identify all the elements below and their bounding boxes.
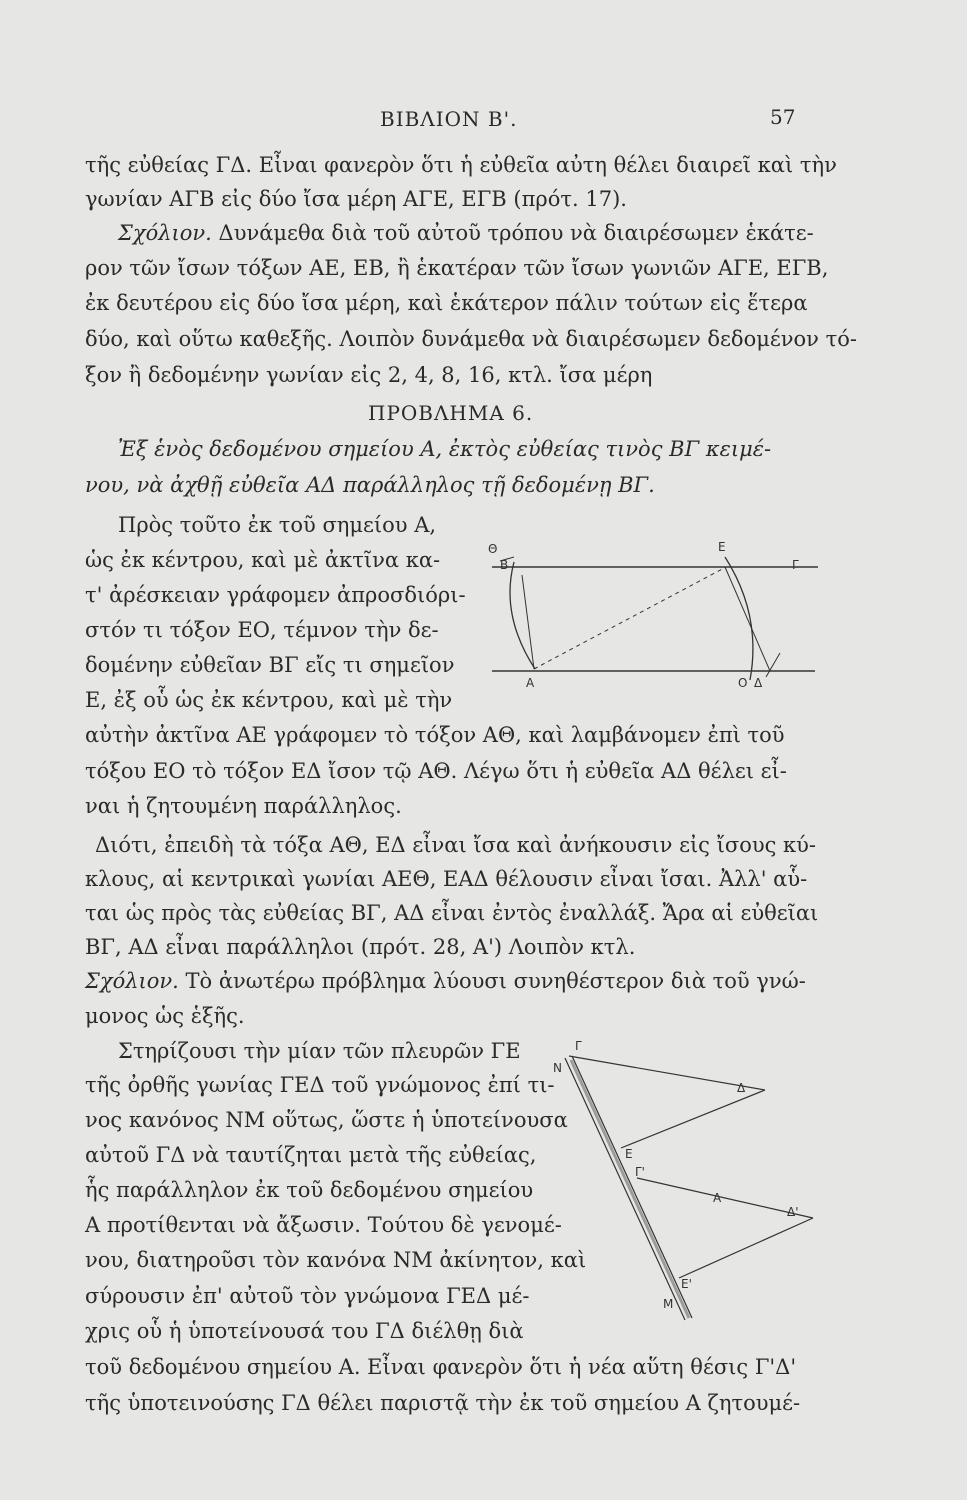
label-g: Γ	[575, 1039, 582, 1053]
label-b: Β	[500, 558, 509, 572]
text-line: ἐκ δευτέρου εἰς δύο ἴσα μέρη, καὶ ἑκάτερον πάλιν τούτων εἰς ἕτερα	[85, 291, 808, 315]
text-line: Πρὸς τοῦτο ἐκ τοῦ σημείου Α,	[118, 513, 437, 537]
text-line: ὡς ἐκ κέντρου, καὶ μὲ ἀκτῖνα κα-	[85, 548, 441, 572]
text-line: ται ὡς πρὸς τὰς εὐθείας ΒΓ, ΑΔ εἶναι ἐντὸς ἐναλλάξ. Ἄρα αἱ εὐθεῖαι	[85, 901, 819, 925]
label-theta: Θ	[488, 542, 498, 556]
label-e: Ε	[718, 540, 726, 554]
text-line: τῆς ὑποτεινούσης ΓΔ θέλει παριστᾷ τὴν ἐκ τοῦ σημείου Α ζητουμέ-	[85, 1391, 801, 1415]
text-line: ξον ἢ δεδομένην γωνίαν εἰς 2, 4, 8, 16, κτλ. ἴσα μέρη	[85, 363, 653, 387]
label-d: Δ	[754, 676, 763, 690]
text-line: αὐτὴν ἀκτῖνα ΑΕ γράφομεν τὸ τόξον ΑΘ, καὶ λαμβάνομεν ἐπὶ τοῦ	[85, 723, 785, 747]
label-a: Α	[713, 1191, 722, 1205]
gnomon1-side-gd	[569, 1056, 765, 1090]
problem-statement: νου, νὰ ἀχθῇ εὐθεῖα ΑΔ παράλληλος τῇ δεδομένῃ ΒΓ.	[85, 473, 655, 497]
text-line: δύο, καὶ οὕτω καθεξῆς. Λοιπὸν δυνάμεθα νὰ διαιρέσωμεν δεδομένον τό-	[85, 327, 857, 351]
label-g-prime: Γ'	[635, 1165, 645, 1179]
scholium-label: Σχόλιον.	[85, 969, 179, 993]
text-span: Τὸ ἀνωτέρω πρόβλημα λύουσι συνηθέστερον διὰ τοῦ γνώ-	[185, 969, 806, 993]
text-line: τόξου ΕΟ τὸ τόξον ΕΔ ἴσον τῷ ΑΘ. Λέγω ὅτι ἡ εὐθεῖα ΑΔ θέλει εἶ-	[85, 759, 787, 783]
label-e-prime: Ε'	[681, 1277, 692, 1291]
text-line: ναι ἡ ζητουμένη παράλληλος.	[85, 794, 402, 818]
text-line: στόν τι τόξον ΕΟ, τέμνον τὴν δε-	[85, 618, 439, 642]
label-g: Γ	[792, 558, 799, 572]
text-line: γωνίαν ΑΓΒ εἰς δύο ἴσα μέρη ΑΓΕ, ΕΓΒ (πρότ. 17).	[85, 187, 627, 211]
dashed-ae	[534, 567, 726, 669]
label-n: Ν	[553, 1061, 562, 1075]
text-line: Διότι, ἐπειδὴ τὰ τόξα ΑΘ, ΕΔ εἶναι ἴσα καὶ ἀνήκουσιν εἰς ἴσους κύ-	[95, 833, 817, 857]
text-line: τῆς εὐθείας ΓΔ. Εἶναι φανερὸν ὅτι ἡ εὐθεῖα αὐτη θέλει διαιρεῖ καὶ τὴν	[85, 153, 837, 177]
text-line: νου, διατηροῦσι τὸν κανόνα ΝΜ ἀκίνητον, καὶ	[85, 1248, 587, 1272]
parallel-construction-figure	[470, 535, 830, 695]
text-line: τ' ἀρέσκειαν γράφομεν ἀπροσδιόρι-	[85, 583, 466, 607]
text-line: κλους, αἱ κεντρικαὶ γωνίαι ΑΕΘ, ΕΑΔ θέλουσιν εἶναι ἴσαι. Ἀλλ' αὗ-	[85, 867, 808, 891]
problem-statement: Ἐξ ἑνὸς δεδομένου σημείου Α, ἐκτὸς εὐθείας τινὸς ΒΓ κειμέ-	[118, 437, 772, 461]
text-line: τοῦ δεδομένου σημείου Α. Εἶναι φανερὸν ὅτι ἡ νέα αὕτη θέσις Γ'Δ'	[85, 1355, 797, 1379]
gnomon1-side-ed	[621, 1090, 765, 1148]
gnomon2-side-ed	[679, 1218, 813, 1278]
text-line: ἧς παράλληλον ἐκ τοῦ δεδομένου σημείου	[85, 1178, 534, 1202]
ruler-edge-left	[565, 1058, 685, 1320]
text-line: νος κανόνος ΝΜ οὕτως, ὥστε ἡ ὑποτείνουσα	[85, 1108, 568, 1132]
d-mark	[766, 653, 780, 677]
gnomon-figure	[545, 1030, 825, 1330]
problem-title: ΠΡΟΒΛΗΜΑ 6.	[368, 401, 534, 425]
line-a-b	[522, 575, 534, 669]
text-line: ΒΓ, ΑΔ εἶναι παράλληλοι (πρότ. 28, Α') Λοιπὸν κτλ.	[85, 935, 636, 959]
label-e: Ε	[625, 1147, 633, 1161]
text-span: Δυνάμεθα διὰ τοῦ αὐτοῦ τρόπου νὰ διαιρέσωμεν ἑκάτε-	[218, 221, 814, 245]
label-d: Δ	[737, 1081, 746, 1095]
scholium-label: Σχόλιον.	[118, 221, 212, 245]
running-header: ΒΙΒΛΙΟΝ Β'.	[380, 107, 518, 131]
label-d-prime: Δ'	[787, 1205, 799, 1219]
text-line: τῆς ὀρθῆς γωνίας ΓΕΔ τοῦ γνώμονος ἐπί τι-	[85, 1073, 555, 1097]
text-line: χρις οὗ ἡ ὑποτείνουσά του ΓΔ διέλθῃ διὰ	[85, 1319, 524, 1343]
text-line: μονος ὡς ἑξῆς.	[85, 1004, 245, 1028]
text-line: Στηρίζουσι τὴν μίαν τῶν πλευρῶν ΓΕ	[118, 1039, 521, 1063]
text-line: ρον τῶν ἴσων τόξων ΑΕ, ΕΒ, ἢ ἑκατέραν τῶν ἴσων γωνιῶν ΑΓΕ, ΕΓΒ,	[85, 256, 829, 280]
page-number: 57	[770, 105, 796, 129]
text-line: αὐτοῦ ΓΔ νὰ ταυτίζηται μετὰ τῆς εὐθείας,	[85, 1143, 537, 1167]
text-line: δομένην εὐθεῖαν ΒΓ εἴς τι σημεῖον	[85, 653, 455, 677]
label-m: Μ	[663, 1297, 674, 1311]
line-e-d	[725, 567, 770, 671]
label-a: Α	[526, 676, 535, 690]
text-line	[85, 968, 806, 994]
text-line: σύρουσιν ἐπ' αὐτοῦ τὸν γνώμονα ΓΕΔ μέ-	[85, 1284, 530, 1308]
text-line: Α προτίθενται νὰ ἄξωσιν. Τούτου δὲ γενομέ-	[85, 1213, 562, 1237]
ruler-fill	[571, 1060, 689, 1318]
label-o: Ο	[738, 676, 748, 690]
text-line	[118, 220, 814, 246]
text-line: Ε, ἐξ οὗ ὡς ἐκ κέντρου, καὶ μὲ τὴν	[85, 688, 453, 712]
